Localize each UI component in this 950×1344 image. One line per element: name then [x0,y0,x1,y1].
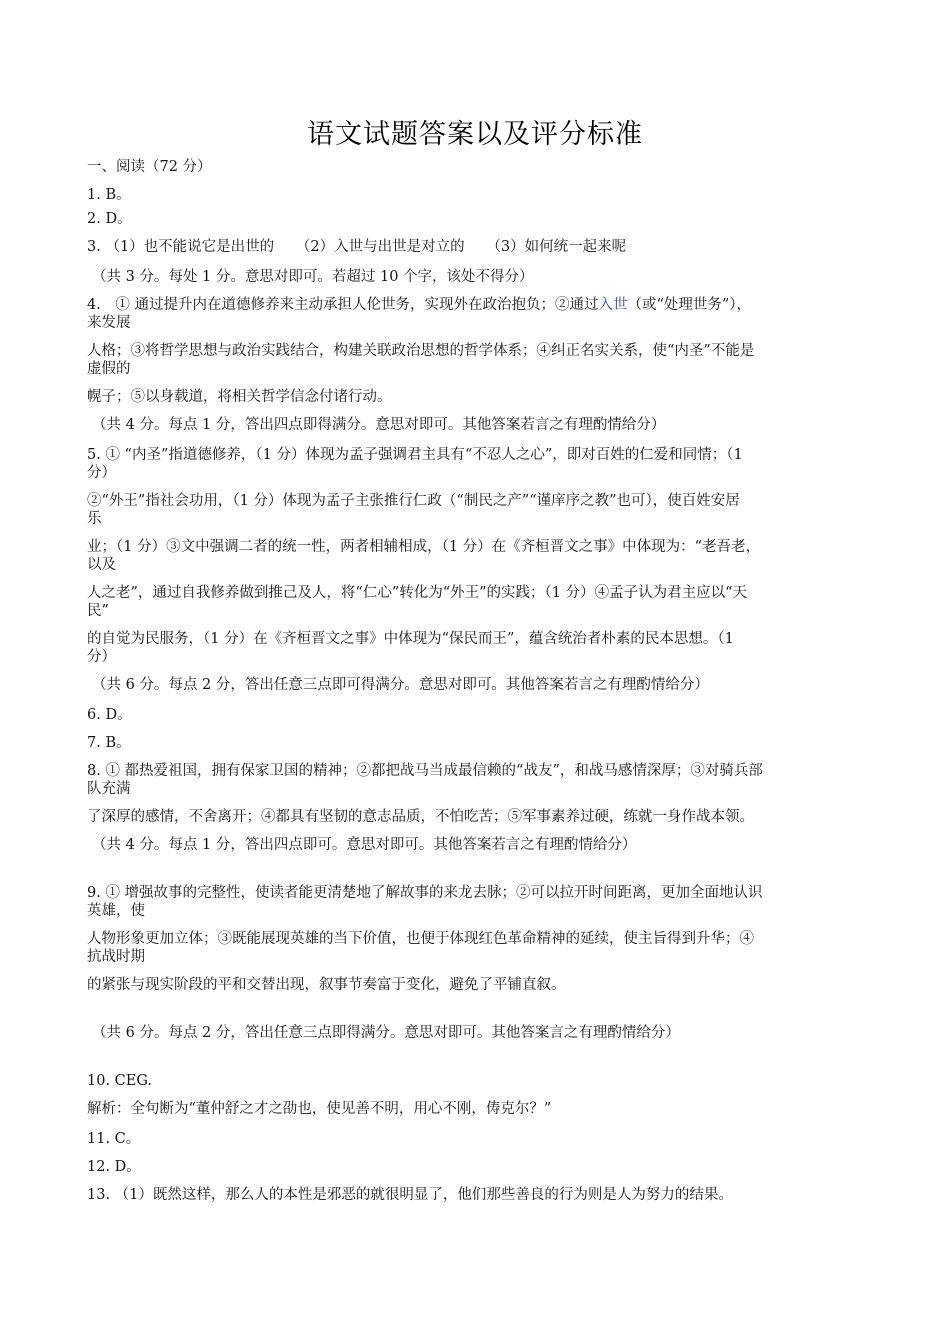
answer-line: 了深厚的感情，不舍离开；④都具有坚韧的意志品质，不怕吃苦；⑤军事素养过硬，练就一身作战本领。 [87,809,754,825]
answer-line: 队充满 [87,781,131,797]
answer-line: 人物形象更加立体；③既能展现英雄的当下价值，也便于体现红色革命精神的延续，使主旨得到升华；④ [87,931,754,947]
section-heading: 一、阅读（72 分） [87,159,212,175]
answer-line: 2. D。 [87,211,132,227]
answer-line: 的自觉为民服务，（1 分）在《齐桓晋文之事》中体现为“保民而王”，蕴含统治者朴素的民本思想。（1 [87,631,734,647]
answer-line: 12. D。 [87,1159,141,1175]
answer-line: 人之老”，通过自我修养做到推己及人，将“仁心”转化为“外王”的实践；（1 分）④孟子认为君主应以“天 [87,585,748,601]
answer-line: 1. B。 [87,187,131,203]
answer-line: 英雄，使 [87,903,145,919]
answer-text: 4. ① 通过提升内在道德修养来主动承担人伦世务，实现外在政治抱负；②通过 [87,297,599,313]
highlighted-term: 入世 [598,297,628,313]
answer-line: 7. B。 [87,735,131,751]
answer-line: 以及 [87,557,116,573]
answer-line: 业；（1 分）③文中强调二者的统一性，两者相辅相成，（1 分）在《齐桓晋文之事》中体现为：“老吾老， [87,539,761,555]
answer-line: 虚假的 [87,361,131,377]
answer-line: ②“外王”指社会功用，（1 分）体现为孟子主张推行仁政（“制民之产”“谨庠序之教”也可），使百姓安居 [87,493,740,509]
scoring-note: （共 3 分。每处 1 分。意思对即可。若超过 10 个字，该处不得分） [92,269,534,285]
answer-line: 分） [87,649,116,665]
answer-line: 3. （1）也不能说它是出世的 （2）入世与出世是对立的 （3）如何统一起来呢 [87,239,627,255]
answer-line: 9. ① 增强故事的完整性，使读者能更清楚地了解故事的来龙去脉；②可以拉开时间距离，更加全面地认识 [87,885,763,901]
scoring-note: （共 6 分。每点 2 分，答出任意三点即得满分。意思对即可。其他答案言之有理酌情给分） [92,1025,680,1041]
answer-line: 11. C。 [87,1131,141,1147]
scoring-note: （共 4 分。每点 1 分，答出四点即可。意思对即可。其他答案若言之有理酌情给分） [92,837,637,853]
answer-line: 5. ① “内圣”指道德修养，（1 分）体现为孟子强调君主具有“不忍人之心”，即对百姓的仁爱和同情；（1 [87,447,743,463]
answer-line: 6. D。 [87,707,132,723]
answer-line: 8. ① 都热爱祖国，拥有保家卫国的精神；②都把战马当成最信赖的“战友”，和战马感情深厚；③对骑兵部 [87,763,763,779]
answer-line: 10. CEG. [87,1073,153,1089]
answer-line: 幌子；⑤以身载道，将相关哲学信念付诸行动。 [87,389,392,405]
answer-line: 乐 [87,511,102,527]
answer-text: （或“处理世务”）， [627,297,752,313]
answer-line: 的紧张与现实阶段的平和交替出现，叙事节奏富于变化，避免了平铺直叙。 [87,977,566,993]
answer-line: 抗战时期 [87,949,145,965]
answer-line: 人格；③将哲学思想与政治实践结合，构建关联政治思想的哲学体系；④纠正名实关系，使“内圣”不能是 [87,343,755,359]
scoring-note: （共 4 分。每点 1 分，答出四点即得满分。意思对即可。其他答案若言之有理酌情给分） [92,417,666,433]
page-title: 语文试题答案以及评分标准 [307,119,643,150]
answer-line: 分） [87,465,116,481]
answer-line: 解析：全句断为“董仲舒之才之劭也，使见善不明，用心不刚，俦克尔？” [87,1101,552,1117]
answer-line: 民” [87,603,109,619]
answer-line: 13. （1）既然这样，那么人的本性是邪恶的就很明显了，他们那些善良的行为则是人为努力的结果。 [87,1187,733,1203]
scoring-note: （共 6 分。每点 2 分，答出任意三点即可得满分。意思对即可。其他答案若言之有理酌情给分） [92,677,709,693]
answer-line: 来发展 [87,315,131,331]
answer-line [87,296,751,314]
